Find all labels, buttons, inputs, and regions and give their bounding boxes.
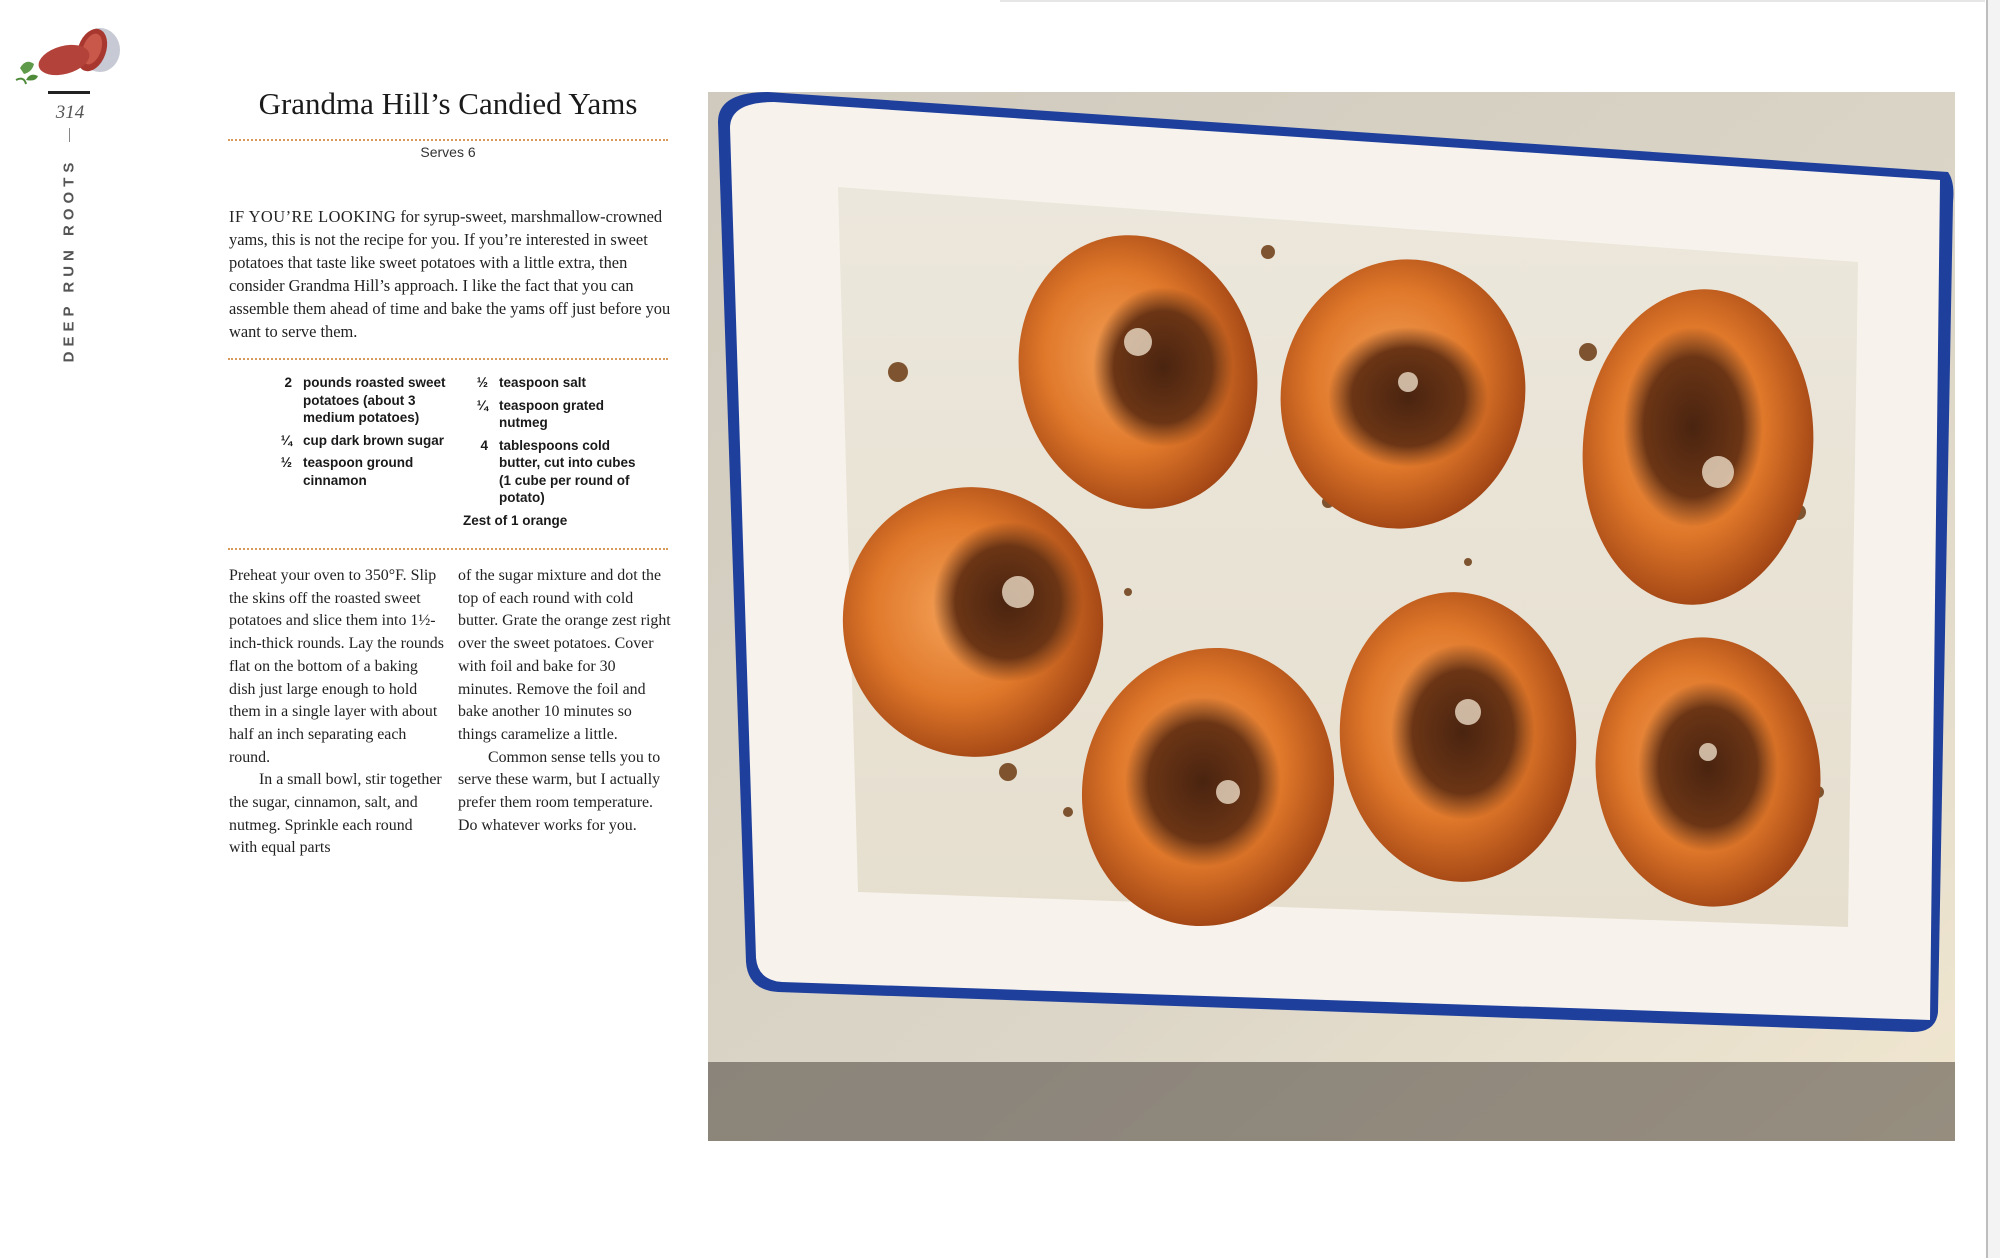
ingredient-text: cup dark brown sugar — [303, 432, 445, 448]
ingredient-item — [460, 374, 640, 392]
ingredient-text: teaspoon ground cinnamon — [303, 455, 414, 488]
title-divider — [228, 139, 668, 141]
recipe-intro — [229, 205, 671, 343]
method-paragraph: Preheat your oven to 350°F. Slip the skins off the roasted sweet potatoes and slice them into 1½-inch-thick rounds. Lay the rounds flat on the bottom of a baking dish just large enough to hold them in a single layer with about half an inch separating each round. — [229, 567, 444, 766]
ingredient-text: tablespoons cold butter, cut into cubes (1 cube per round of potato) — [499, 437, 636, 505]
candied-yams-photo — [708, 92, 1955, 1141]
top-rule — [1000, 0, 1985, 2]
ingredient-text: teaspoon grated nutmeg — [499, 397, 605, 430]
ingredient-item — [460, 437, 640, 507]
ingredients-bottom-divider — [228, 548, 668, 550]
ingredient-text: pounds roasted sweet potatoes (about 3 medium potatoes) — [303, 375, 446, 425]
ingredient-qty: ½ — [476, 375, 488, 390]
method-paragraph: of the sugar mixture and dot the top of each round with cold butter. Grate the orange zest right over the sweet potatoes. Cover with foil and bake for 30 minutes. Remove the foil and bake another 10 minutes so things caramelize a little. — [458, 567, 671, 743]
ingredient-item — [460, 397, 640, 432]
method-paragraph: In a small bowl, stir together the sugar, cinnamon, salt, and nutmeg. Sprinkle each round with equal parts — [229, 771, 442, 857]
ingredient-qty: ½ — [280, 455, 292, 470]
running-head: DEEP RUN ROOTS — [60, 157, 78, 363]
folio-rule — [48, 91, 90, 94]
ingredient-extra: Zest of 1 orange — [463, 512, 568, 528]
ingredient-qty: 4 — [480, 437, 488, 453]
ingredient-item — [264, 432, 454, 450]
folio-divider — [69, 128, 70, 142]
recipe-title: Grandma Hill’s Candied Yams — [258, 86, 638, 121]
ingredient-item — [264, 374, 454, 427]
ingredient-qty: 2 — [284, 375, 292, 390]
ingredient-item — [264, 454, 454, 489]
method-paragraph: Common sense tells you to serve these warm, but I actually prefer them room temperature. Do whatever works for you. — [458, 748, 661, 834]
ingredient-qty: ¼ — [476, 397, 488, 413]
ingredients-left-column — [264, 374, 454, 494]
serves-label: Serves 6 — [420, 144, 476, 160]
ingredients-right-column — [460, 374, 640, 529]
intro-text: for syrup-sweet, marshmallow-crowned yams, this is not the recipe for you. If you’re interested in sweet potatoes that taste like sweet potatoes with a little extra, then consider Grandma Hill’s approach. I like the fact that you can assemble them ahead of time and bake the yams off just before you want to serve them. — [229, 207, 671, 341]
page-edge — [1986, 0, 2000, 1258]
ingredient-qty: ¼ — [280, 432, 292, 448]
method-column-1 — [229, 565, 444, 860]
method-column-2 — [458, 565, 673, 837]
sweet-potato-icon — [12, 22, 124, 94]
ingredient-text: teaspoon salt — [499, 375, 587, 390]
ingredients-top-divider — [228, 358, 668, 360]
page-number: 314 — [55, 102, 85, 123]
intro-lead: IF YOU’RE LOOKING — [229, 207, 397, 226]
